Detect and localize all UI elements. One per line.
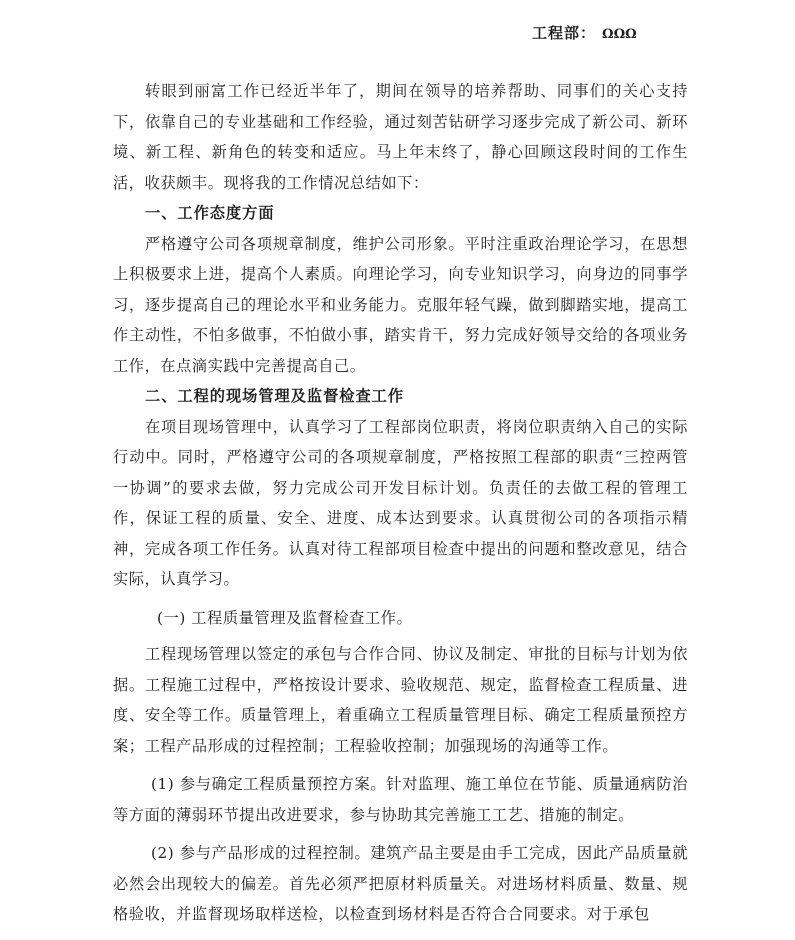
quality-paragraph: 工程现场管理以签定的承包与合作合同、协议及制定、审批的目标与计划为依据。工程施工过程中，严格按设计要求、验收规范、规定，监督检查工程质量、进度、安全等工作。质量管理上，着重确立工程质量管理目标、确定工程质量预控方案；工程产品形成的过程控制；工程验收控制；加强现场的沟通等工作。 [113, 645, 688, 755]
list-item-1: (1) 参与确定工程质量预控方案。针对监理、施工单位在节能、质量通病防治等方面的薄弱环节提出改进要求，参与协助其完善施工工艺、措施的制定。 [113, 775, 688, 824]
attitude-paragraph: 严格遵守公司各项规章制度，维护公司形象。平时注重政治理论学习，在思想上积极要求上进，提高个人素质。向理论学习，向专业知识学习，向身边的同事学习，逐步提高自己的理论水平和业务能力。克服年轻气躁，做到脚踏实地，提高工作主动性，不怕多做事，不怕做小事，踏实肯干，努力完成好领导交给的各项业务工作，在点滴实践中完善提高自己。 [113, 234, 688, 375]
department-header [532, 22, 637, 43]
document-body [113, 76, 688, 930]
department-label: 工程部： [532, 24, 597, 42]
section-heading-attitude: 一、工作态度方面 [145, 204, 275, 222]
intro-paragraph: 转眼到丽富工作已经近半年了，期间在领导的培养帮助、同事们的关心支持下，依靠自己的专业基础和工作经验，通过刻苦钻研学习逐步完成了新公司、新环境、新工程、新角色的转变和适应。马上年末终了，静心回顾这段时间的工作生活，收获颇丰。现将我的工作情况总结如下： [113, 82, 688, 192]
section-heading-management: 二、工程的现场管理及监督检查工作 [145, 387, 404, 405]
subsection-heading-quality: (一) 工程质量管理及监督检查工作。 [157, 608, 413, 627]
list-item-2: (2) 参与产品形成的过程控制。建筑产品主要是由手工完成，因此产品质量就必然会出现较大的偏差。首先必须严把原材料质量关。对进场材料质量、数量、规格验收，并监督现场取样送检，以检查到场材料是否符合合同要求。对于承包 [113, 844, 688, 923]
management-paragraph: 在项目现场管理中，认真学习了工程部岗位职责，将岗位职责纳入自己的实际行动中。同时，严格遵守公司的各项规章制度，严格按照工程部的职责“三控两管一协调”的要求去做，努力完成公司开发目标计划。负责任的去做工程的管理工作，保证工程的质量、安全、进度、成本达到要求。认真贯彻公司的各项指示精神，完成各项工作任务。认真对待工程部项目检查中提出的问题和整改意见，结合实际，认真学习。 [113, 417, 688, 588]
author-name: ΩΩΩ [602, 27, 637, 42]
